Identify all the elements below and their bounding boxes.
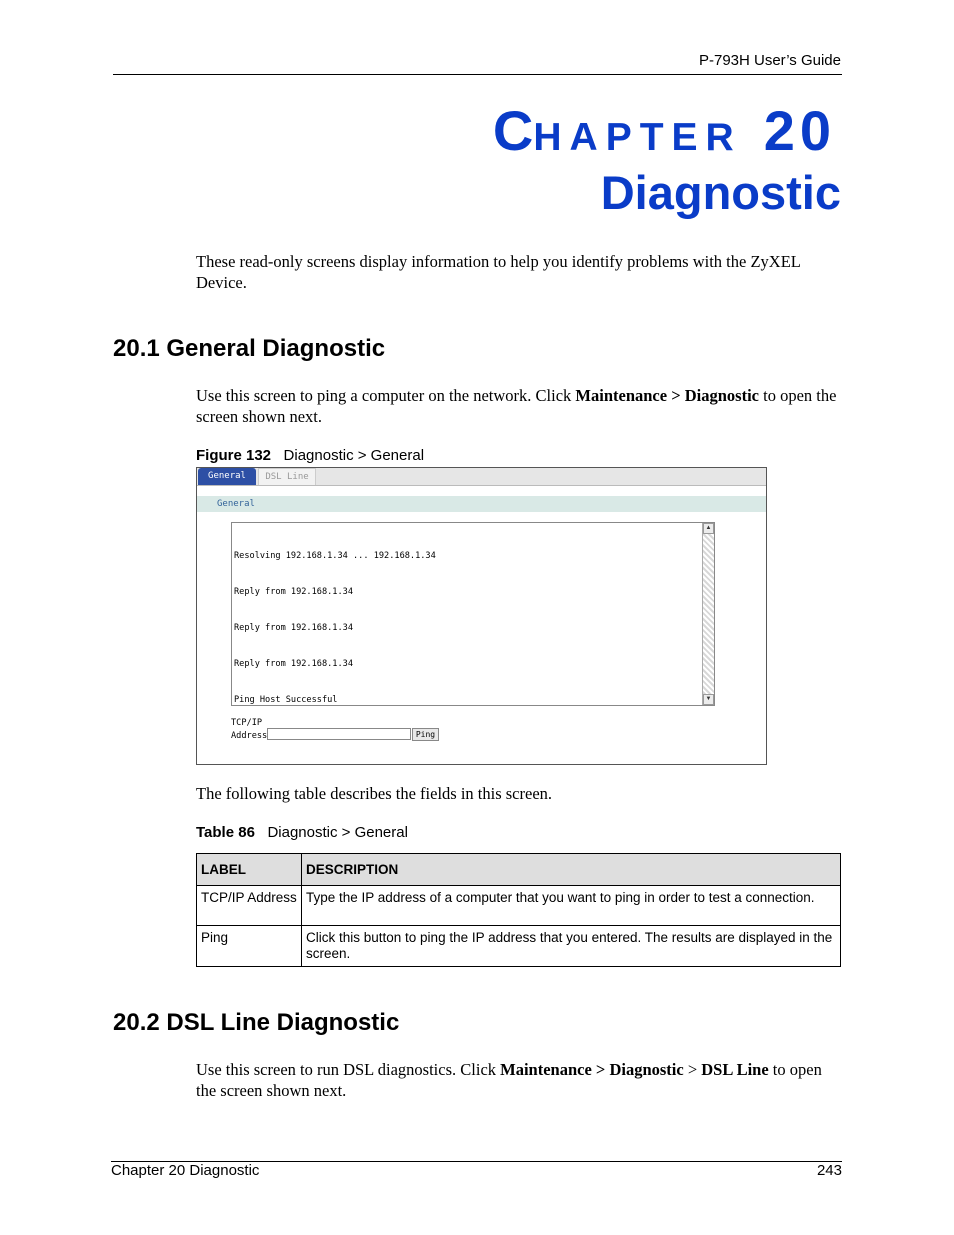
section2-para-bold2: DSL Line xyxy=(701,1060,769,1079)
row-description: Type the IP address of a computer that you want to ping in order to test a connection. xyxy=(302,886,841,926)
vertical-scrollbar[interactable] xyxy=(702,523,714,705)
diagnostic-screenshot xyxy=(196,467,767,765)
section2-paragraph xyxy=(196,1059,846,1101)
table-title: Diagnostic > General xyxy=(267,824,408,841)
tab-bar xyxy=(197,468,766,486)
row-description: Click this button to ping the IP address that you entered. The results are displayed in the screen. xyxy=(302,926,841,967)
tab-general[interactable]: General xyxy=(198,468,256,485)
section2-para-mid: > xyxy=(683,1060,702,1079)
running-header: P-793H User’s Guide xyxy=(698,52,841,69)
output-line: Ping Host Successful xyxy=(234,695,338,705)
column-header-label: LABEL xyxy=(197,854,302,886)
figure-caption xyxy=(196,447,424,464)
chapter-number: 20 xyxy=(763,99,836,162)
scroll-up-icon[interactable]: ▲ xyxy=(703,523,714,534)
output-line: Reply from 192.168.1.34 xyxy=(234,659,353,669)
panel-title: General xyxy=(217,499,255,509)
page-number: 243 xyxy=(816,1162,842,1179)
chapter-label-initial: C xyxy=(492,99,534,162)
section2-para-pre: Use this screen to run DSL diagnostics. Click xyxy=(196,1060,501,1079)
section1-paragraph xyxy=(196,385,846,427)
section2-para-bold1: Maintenance > Diagnostic xyxy=(500,1060,684,1079)
output-line: Resolving 192.168.1.34 ... 192.168.1.34 xyxy=(234,551,436,561)
intro-paragraph: These read-only screens display information to help you identify problems with the ZyXEL Device. xyxy=(196,252,801,292)
tcpip-label-line1: TCP/IP xyxy=(231,718,263,728)
section1-para-post: to open the screen shown next. xyxy=(196,386,837,426)
ping-output-lines xyxy=(234,526,436,730)
output-line: Reply from 192.168.1.34 xyxy=(234,623,353,633)
chapter-label xyxy=(493,98,836,163)
section2-para-post: to open the screen shown next. xyxy=(196,1060,822,1100)
header-rule xyxy=(113,74,842,75)
ping-output-textarea[interactable] xyxy=(231,522,715,706)
chapter-label-rest: HAPTER xyxy=(533,116,742,159)
table-row xyxy=(197,886,841,926)
section1-para-pre: Use this screen to ping a computer on the network. Click xyxy=(196,386,576,405)
figure-label: Figure 132 xyxy=(196,447,272,464)
tcpip-address-input[interactable] xyxy=(267,728,411,740)
field-description-table xyxy=(196,853,841,967)
scroll-down-icon[interactable]: ▼ xyxy=(703,694,714,705)
table-intro: The following table describes the fields in this screen. xyxy=(196,784,553,803)
tcpip-label-line2: Address xyxy=(231,731,268,741)
table-row xyxy=(197,926,841,967)
section-heading-dsl-line: 20.2 DSL Line Diagnostic xyxy=(113,1009,400,1036)
section1-para-bold: Maintenance > Diagnostic xyxy=(575,386,759,405)
section-heading-general: 20.1 General Diagnostic xyxy=(113,335,386,362)
row-label: Ping xyxy=(197,926,302,967)
output-line: Reply from 192.168.1.34 xyxy=(234,587,353,597)
tcpip-address-label xyxy=(231,717,267,743)
panel-title-bar xyxy=(197,496,766,512)
table-caption xyxy=(196,824,408,841)
tab-dsl-line[interactable]: DSL Line xyxy=(258,468,316,485)
table-header-row xyxy=(197,854,841,886)
footer-chapter: Chapter 20 Diagnostic xyxy=(111,1162,260,1179)
chapter-title: Diagnostic xyxy=(600,166,841,219)
figure-title: Diagnostic > General xyxy=(283,447,425,464)
row-label: TCP/IP Address xyxy=(197,886,302,926)
ping-button[interactable]: Ping xyxy=(412,728,439,741)
table-label: Table 86 xyxy=(196,824,255,841)
column-header-description: DESCRIPTION xyxy=(302,854,841,886)
